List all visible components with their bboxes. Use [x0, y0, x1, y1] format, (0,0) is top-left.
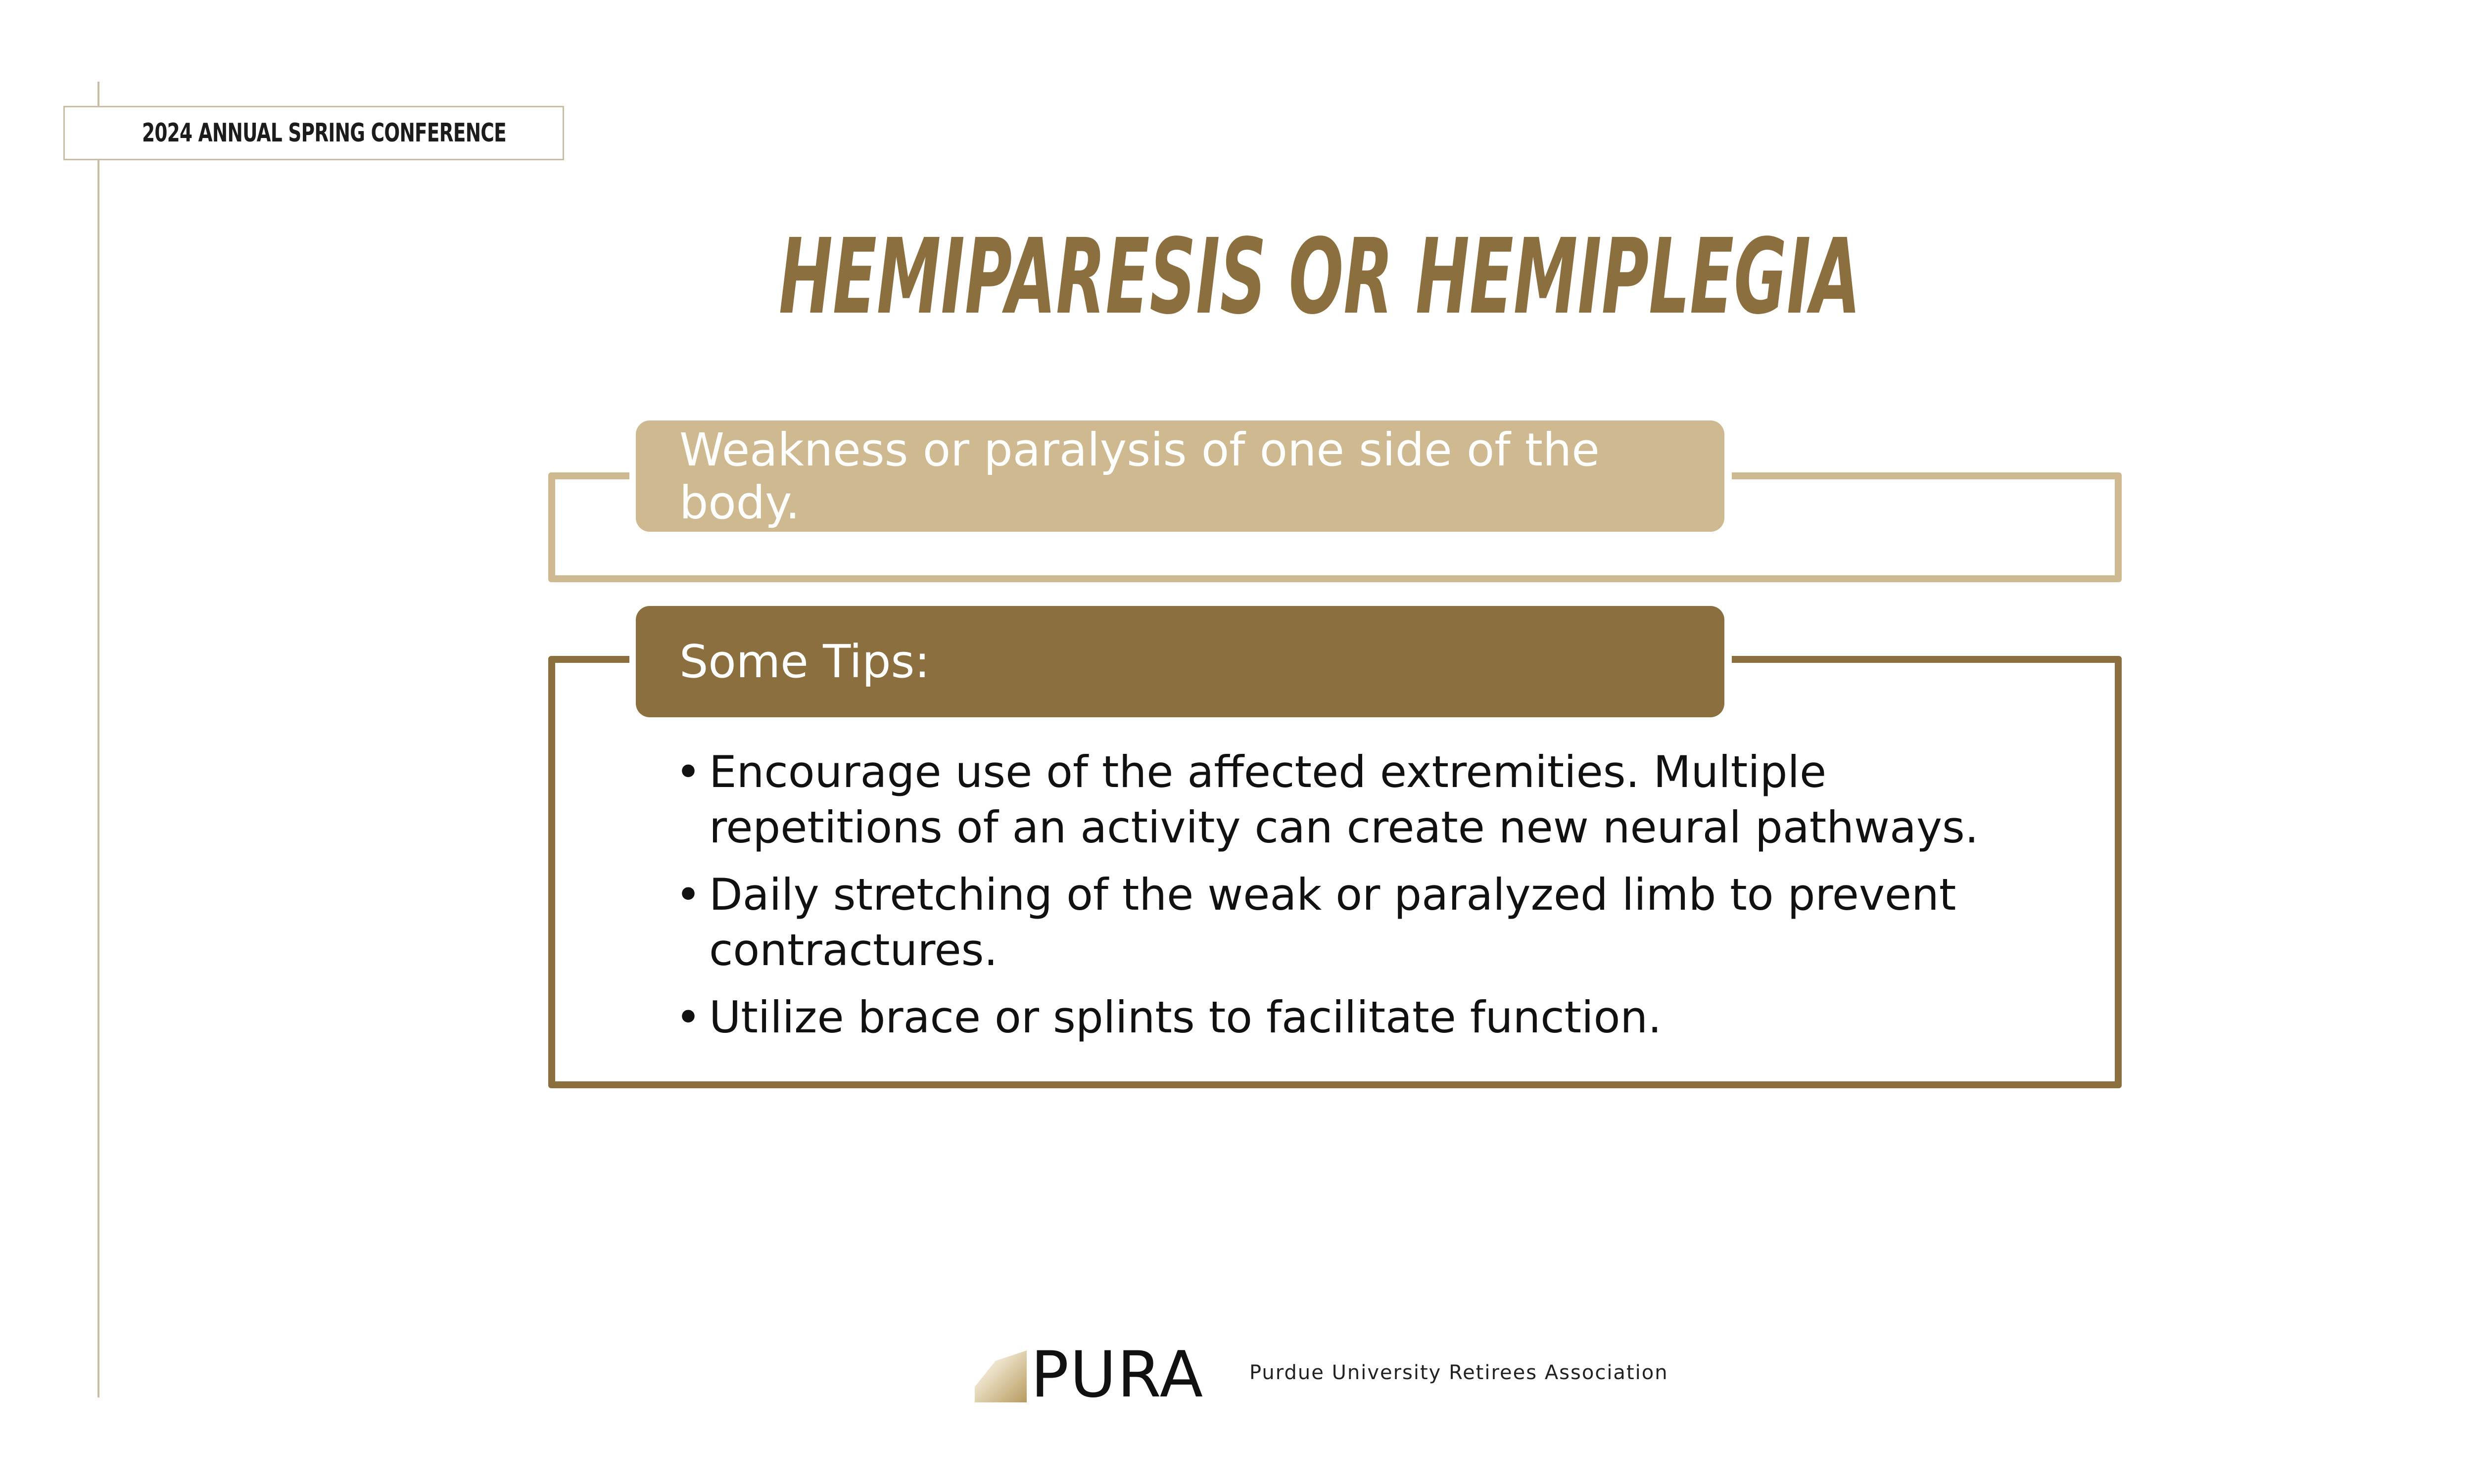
slide-title-text: HEMIPARESIS OR HEMIPLEGIA: [778, 216, 1861, 337]
organization-name: Purdue University Retirees Association: [1249, 1361, 1668, 1384]
slide-title: [0, 216, 2474, 337]
conference-label: 2024 ANNUAL SPRING CONFERENCE: [142, 118, 506, 148]
tips-heading: Some Tips:: [636, 606, 1724, 717]
tips-list: [675, 744, 2011, 1057]
tip-item: • Encourage use of the affected extremities. Multiple repetitions of an activity can create new neural pathways.: [675, 744, 2011, 855]
conference-tag: [63, 106, 564, 160]
pura-logo-mark-icon: [975, 1350, 1027, 1402]
tip-item: • Utilize brace or splints to facilitate function.: [675, 990, 2011, 1045]
definition-label: Weakness or paralysis of one side of the body.: [636, 420, 1724, 532]
pura-logo: [975, 1338, 1204, 1412]
pura-logo-text: PURA: [1031, 1338, 1204, 1412]
tip-item: • Daily stretching of the weak or paralyzed limb to prevent contractures.: [675, 867, 2011, 978]
